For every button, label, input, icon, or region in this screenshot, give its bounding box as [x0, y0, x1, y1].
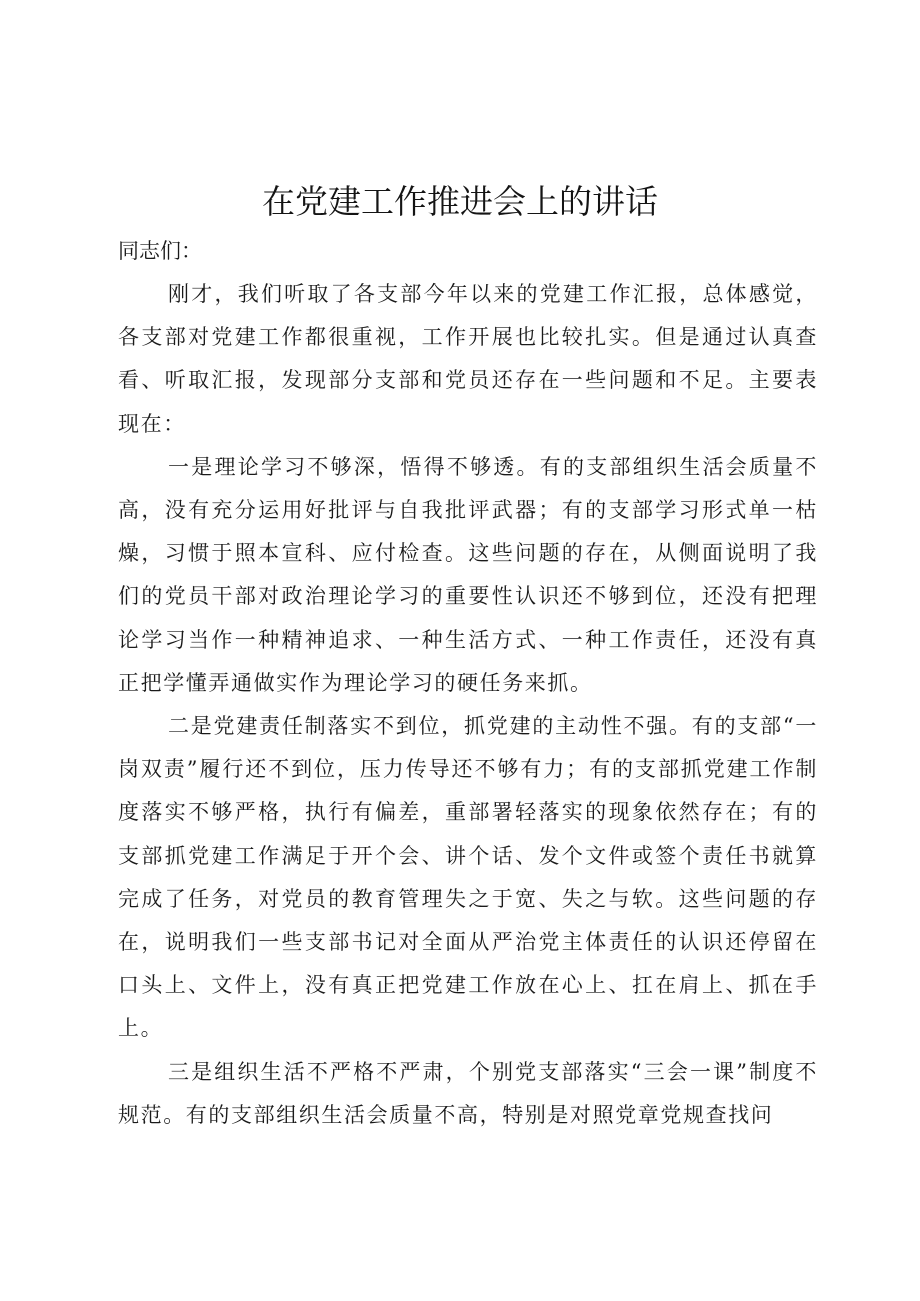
paragraph-point-three: 三是组织生活不严格不严肃，个别党支部落实“三会一课”制度不规范。有的支部组织生活会质量不高，特别是对照党章党规查找问 [118, 1059, 818, 1127]
paragraph-point-one: 一是理论学习不够深，悟得不够透。有的支部组织生活会质量不高，没有充分运用好批评与自我批评武器；有的支部学习形式单一枯燥，习惯于照本宣科、应付检查。这些问题的存在，从侧面说明了我们的党员干部对政治理论学习的重要性认识还不够到位，还没有把理论学习当作一种精神追求、一种生活方式、一种工作责任，还没有真正把学懂弄通做实作为理论学习的硬任务来抓。 [118, 454, 818, 695]
paragraph-point-two: 二是党建责任制落实不到位，抓党建的主动性不强。有的支部“一岗双责”履行还不到位，压力传导还不够有力；有的支部抓党建工作制度落实不够严格，执行有偏差，重部署轻落实的现象依然存在；有的支部抓党建工作满足于开个会、讲个话、发个文件或签个责任书就算完成了任务，对党员的教育管理失之于宽、失之与软。这些问题的存在，说明我们一些支部书记对全面从严治党主体责任的认识还停留在口头上、文件上，没有真正把党建工作放在心上、扛在肩上、抓在手上。 [118, 714, 818, 1041]
document-title: 在党建工作推进会上的讲话 [262, 182, 658, 221]
salutation: 同志们： [118, 239, 202, 263]
document-body [118, 230, 818, 1137]
paragraph-intro: 刚才，我们听取了各支部今年以来的党建工作汇报，总体感觉，各支部对党建工作都很重视，工作开展也比较扎实。但是通过认真查看、听取汇报，发现部分支部和党员还存在一些问题和不足。主要表现在： [118, 282, 818, 436]
